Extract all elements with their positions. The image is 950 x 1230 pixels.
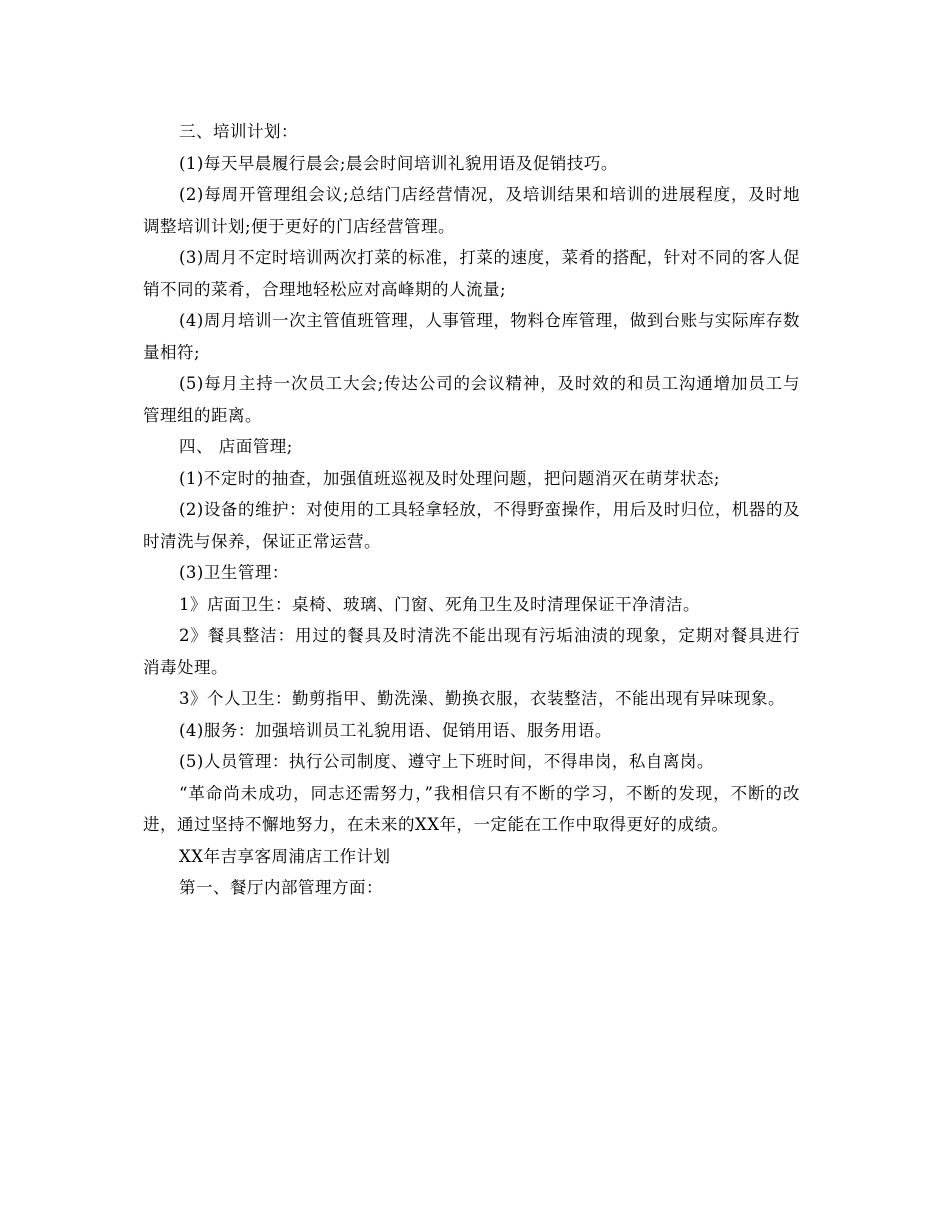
paragraph: 3》个人卫生：勤剪指甲、勤洗澡、勤换衣服，衣装整洁，不能出现有异味现象。 [179,689,785,708]
paragraph: 1》店面卫生：桌椅、玻璃、门窗、死角卫生及时清理保证干净清洁。 [179,594,700,614]
paragraph: (5)人员管理：执行公司制度、遵守上下班时间，不得串岗，私自离岗。 [179,752,714,771]
paragraph: (4)服务：加强培训员工礼貌用语、促销用语、服务用语。 [179,720,612,740]
paragraph: “革命尚未成功，同志还需努力，”我相信只有不断的学习，不断的发现，不断的改进，通过坚持不懈地努力，在未来的XX年，一定能在工作中取得更好的成绩。 [143,783,800,834]
paragraph: 第一、餐厅内部管理方面： [179,878,383,897]
paragraph: (4)周月培训一次主管值班管理，人事管理，物料仓库管理，做到台账与实际库存数量相符; [143,311,800,362]
paragraph: 三、培训计划： [179,122,298,141]
paragraph: 2》餐具整洁：用过的餐具及时清洗不能出现有污垢油渍的现象，定期对餐具进行消毒处理。 [143,626,800,677]
paragraph: (2)设备的维护：对使用的工具轻拿轻放，不得野蛮操作，用后及时归位，机器的及时清洗与保养，保证正常运营。 [143,500,800,551]
paragraph: (1)每天早晨履行晨会;晨会时间培训礼貌用语及促销技巧。 [179,153,618,173]
paragraph: (3)周月不定时培训两次打菜的标准，打菜的速度，菜肴的搭配，针对不同的客人促销不同的菜肴，合理地轻松应对高峰期的人流量; [143,248,800,299]
paragraph: (2)每周开管理组会议;总结门店经营情况，及培训结果和培训的进展程度，及时地调整培训计划;便于更好的门店经营管理。 [143,185,800,236]
paragraph: (1)不定时的抽查，加强值班巡视及时处理问题，把问题消灭在萌芽状态; [179,468,720,488]
paragraph: XX年吉享客周浦店工作计划 [179,846,391,866]
paragraph: 四、 店面管理; [179,437,293,456]
paragraph: (5)每月主持一次员工大会;传达公司的会议精神，及时效的和员工沟通增加员工与管理组的距离。 [143,374,800,425]
paragraph: (3)卫生管理： [179,563,289,582]
